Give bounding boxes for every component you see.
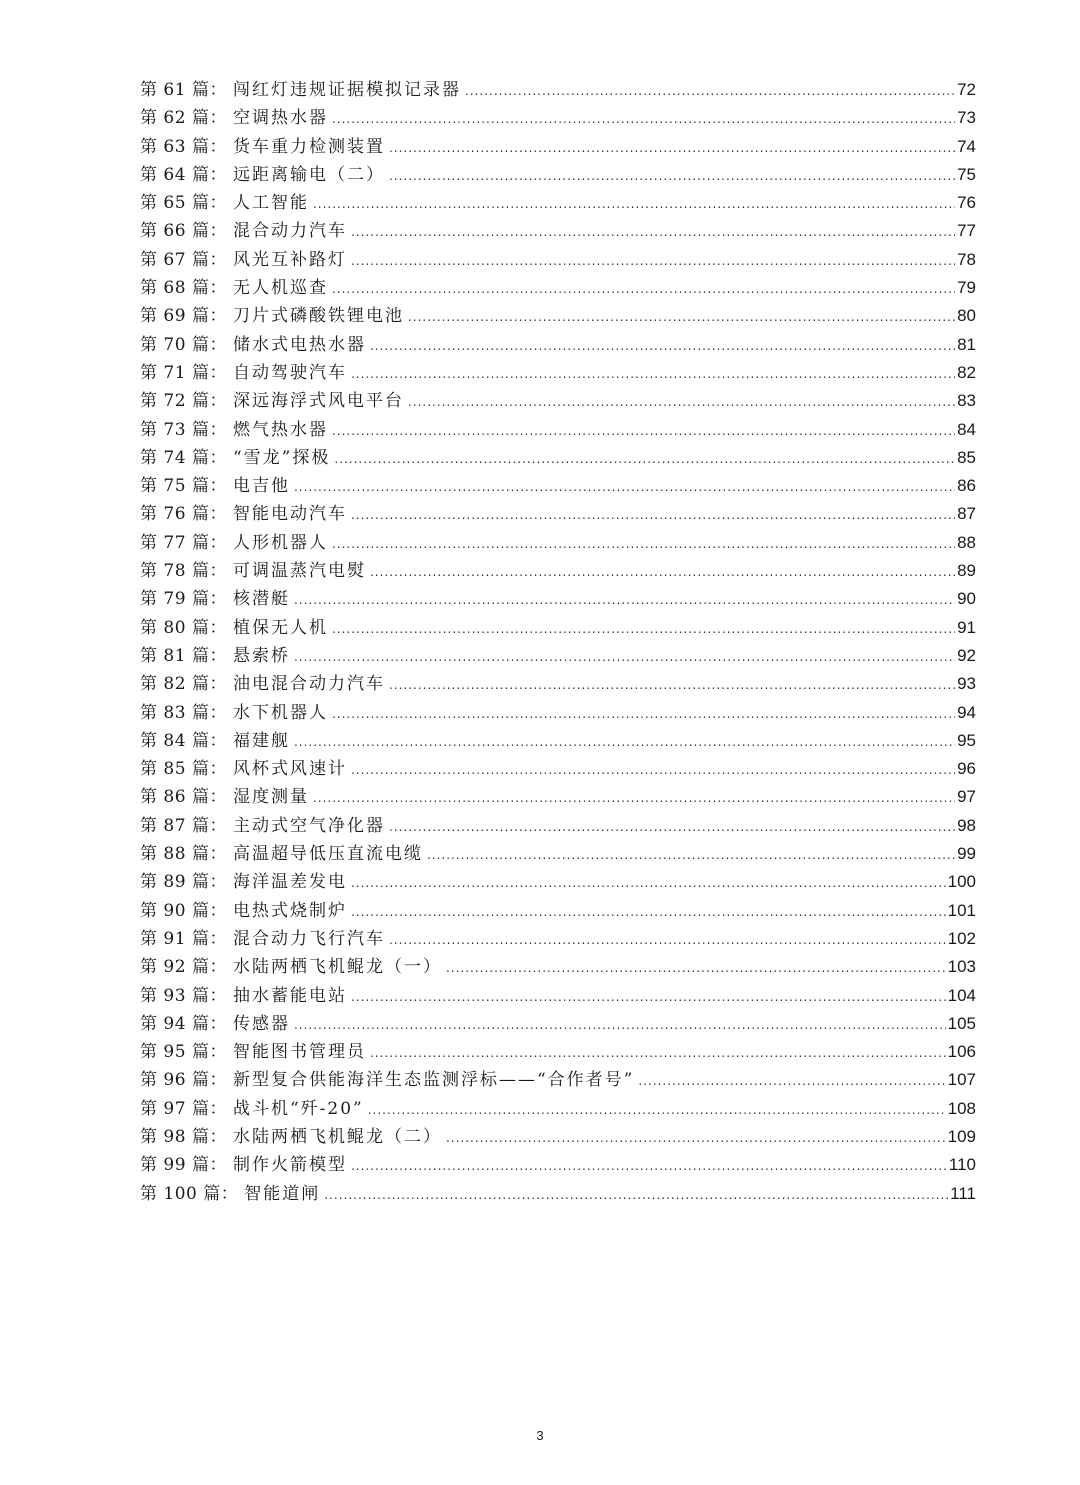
toc-entry-number: 第 64 篇： — [140, 164, 227, 185]
toc-entry-page: 81 — [957, 334, 976, 354]
toc-entry-page: 76 — [957, 193, 976, 213]
toc-entry-page: 92 — [957, 645, 976, 665]
toc-entry-page: 85 — [957, 447, 976, 467]
toc-entry-title: 人形机器人 — [232, 532, 328, 553]
dot-leader — [334, 445, 955, 473]
toc-entry[interactable] — [140, 755, 976, 783]
toc-entry-title: 风杯式风速计 — [232, 759, 347, 780]
toc-entry-number: 第 93 篇： — [140, 985, 227, 1006]
table-of-contents — [140, 76, 976, 1208]
toc-entry-page: 104 — [947, 985, 976, 1005]
dot-leader — [427, 841, 955, 869]
dot-leader — [351, 360, 955, 388]
page-number: 3 — [536, 1428, 544, 1443]
dot-leader — [332, 105, 955, 133]
toc-entry[interactable] — [140, 1180, 976, 1208]
toc-entry-title: 悬索桥 — [232, 645, 290, 666]
toc-entry-page: 100 — [947, 872, 976, 892]
toc-entry-page: 107 — [947, 1070, 976, 1090]
toc-entry-page: 95 — [957, 730, 976, 750]
toc-entry-number: 第 76 篇： — [140, 504, 227, 525]
toc-entry-page: 109 — [947, 1126, 976, 1146]
toc-entry[interactable] — [140, 76, 976, 104]
toc-entry-page: 103 — [947, 957, 976, 977]
toc-entry[interactable] — [140, 840, 976, 868]
toc-entry-number: 第 77 篇： — [140, 532, 227, 553]
toc-entry-title: 深远海浮式风电平台 — [232, 391, 404, 412]
toc-entry-number: 第 70 篇： — [140, 334, 227, 355]
toc-entry-title: 储水式电热水器 — [232, 334, 366, 355]
toc-entry-title: 高温超导低压直流电缆 — [232, 844, 423, 865]
toc-entry-page: 94 — [957, 702, 976, 722]
toc-entry[interactable] — [140, 1066, 976, 1094]
dot-leader — [332, 700, 955, 728]
toc-entry-title: 油电混合动力汽车 — [232, 674, 385, 695]
toc-entry-number: 第 94 篇： — [140, 1013, 227, 1034]
toc-entry-number: 第 88 篇： — [140, 844, 227, 865]
dot-leader — [389, 162, 955, 190]
toc-entry-number: 第 95 篇： — [140, 1042, 227, 1063]
toc-entry-number: 第 85 篇： — [140, 759, 227, 780]
toc-entry-page: 83 — [957, 391, 976, 411]
dot-leader — [351, 756, 955, 784]
toc-entry-page: 96 — [957, 759, 976, 779]
toc-entry[interactable] — [140, 331, 976, 359]
toc-entry[interactable] — [140, 161, 976, 189]
toc-entry-page: 74 — [957, 136, 976, 156]
toc-entry[interactable] — [140, 302, 976, 330]
toc-entry[interactable] — [140, 670, 976, 698]
dot-leader — [408, 388, 955, 416]
dot-leader — [351, 1152, 947, 1180]
dot-leader — [408, 303, 955, 331]
toc-entry-number: 第 92 篇： — [140, 957, 227, 978]
toc-entry[interactable] — [140, 189, 976, 217]
toc-entry-page: 91 — [957, 617, 976, 637]
toc-entry-number: 第 87 篇： — [140, 815, 227, 836]
toc-entry-title: 制作火箭模型 — [232, 1155, 347, 1176]
toc-entry-title: 智能图书管理员 — [232, 1042, 366, 1063]
toc-entry-number: 第 90 篇： — [140, 900, 227, 921]
toc-entry[interactable] — [140, 359, 976, 387]
toc-entry[interactable] — [140, 1151, 976, 1179]
toc-entry-title: 空调热水器 — [232, 108, 328, 129]
toc-entry-page: 89 — [957, 561, 976, 581]
dot-leader — [351, 898, 946, 926]
toc-entry[interactable] — [140, 783, 976, 811]
toc-entry-number: 第 73 篇： — [140, 419, 227, 440]
toc-entry-page: 106 — [947, 1042, 976, 1062]
toc-entry-title: 货车重力检测装置 — [232, 136, 385, 157]
toc-entry-number: 第 61 篇： — [140, 80, 227, 100]
dot-leader — [332, 615, 955, 643]
dot-leader — [294, 1011, 946, 1039]
toc-entry-page: 82 — [957, 362, 976, 382]
toc-entry-title: “雪龙”探极 — [232, 447, 331, 468]
toc-entry-number: 第 65 篇： — [140, 193, 227, 214]
toc-entry-number: 第 66 篇： — [140, 221, 227, 242]
toc-entry-title: 混合动力汽车 — [232, 221, 347, 242]
toc-entry[interactable] — [140, 557, 976, 585]
toc-entry[interactable] — [140, 529, 976, 557]
toc-entry-title: 风光互补路灯 — [232, 249, 347, 270]
toc-entry[interactable] — [140, 699, 976, 727]
toc-entry-number: 第 74 篇： — [140, 447, 227, 468]
toc-entry[interactable] — [140, 133, 976, 161]
toc-entry[interactable] — [140, 246, 976, 274]
toc-entry-title: 水下机器人 — [232, 702, 328, 723]
toc-entry-title: 抽水蓄能电站 — [232, 985, 347, 1006]
dot-leader — [370, 558, 955, 586]
dot-leader — [294, 728, 955, 756]
toc-entry-title: 海洋温差发电 — [232, 872, 347, 893]
toc-entry-page: 79 — [957, 278, 976, 298]
toc-entry-page: 78 — [957, 249, 976, 269]
toc-entry-page: 111 — [950, 1183, 976, 1203]
toc-entry-number: 第 78 篇： — [140, 561, 227, 582]
toc-entry-title: 电热式烧制炉 — [232, 900, 347, 921]
toc-entry-number: 第 71 篇： — [140, 362, 227, 383]
toc-entry-number: 第 72 篇： — [140, 391, 227, 412]
toc-entry-page: 75 — [957, 164, 976, 184]
dot-leader — [294, 586, 955, 614]
toc-entry[interactable] — [140, 868, 976, 896]
toc-entry-number: 第 86 篇： — [140, 787, 227, 808]
toc-entry-page: 88 — [957, 532, 976, 552]
toc-entry-page: 102 — [947, 928, 976, 948]
toc-entry-number: 第 97 篇： — [140, 1098, 227, 1119]
toc-entry[interactable] — [140, 585, 976, 613]
dot-leader — [389, 813, 955, 841]
toc-entry-page: 105 — [947, 1013, 976, 1033]
toc-entry-title: 湿度测量 — [232, 787, 309, 808]
toc-entry-page: 72 — [957, 80, 976, 99]
toc-entry-title: 无人机巡查 — [232, 278, 328, 299]
toc-entry-title: 福建舰 — [232, 730, 290, 751]
toc-entry[interactable] — [140, 1010, 976, 1038]
dot-leader — [294, 643, 955, 671]
toc-entry-title: 传感器 — [232, 1013, 290, 1034]
toc-entry-title: 新型复合供能海洋生态监测浮标——“合作者号” — [232, 1070, 635, 1091]
toc-entry-number: 第 68 篇： — [140, 278, 227, 299]
toc-entry-title: 混合动力飞行汽车 — [232, 928, 385, 949]
toc-entry[interactable] — [140, 387, 976, 415]
toc-entry-number: 第 63 篇： — [140, 136, 227, 157]
toc-entry-title: 燃气热水器 — [232, 419, 328, 440]
toc-entry-page: 90 — [957, 589, 976, 609]
dot-leader — [332, 275, 955, 303]
toc-entry-title: 刀片式磷酸铁锂电池 — [232, 306, 404, 327]
toc-entry[interactable] — [140, 444, 976, 472]
dot-leader — [313, 190, 955, 218]
toc-entry[interactable] — [140, 500, 976, 528]
dot-leader — [370, 332, 955, 360]
toc-entry-title: 水陆两栖飞机鲲龙（二） — [232, 1126, 442, 1147]
toc-entry-number: 第 99 篇： — [140, 1155, 227, 1176]
toc-entry[interactable] — [140, 1095, 976, 1123]
toc-entry[interactable] — [140, 1038, 976, 1066]
dot-leader — [638, 1067, 945, 1095]
toc-entry[interactable] — [140, 1123, 976, 1151]
toc-entry-page: 99 — [957, 844, 976, 864]
toc-entry-title: 闯红灯违规证据模拟记录器 — [232, 80, 461, 100]
toc-entry-number: 第 98 篇： — [140, 1126, 227, 1147]
toc-entry-number: 第 80 篇： — [140, 617, 227, 638]
toc-entry-title: 自动驾驶汽车 — [232, 362, 347, 383]
dot-leader — [370, 1039, 946, 1067]
dot-leader — [294, 473, 955, 501]
toc-entry-number: 第 75 篇： — [140, 476, 227, 497]
toc-entry[interactable] — [140, 104, 976, 132]
toc-entry-page: 86 — [957, 476, 976, 496]
toc-entry-number: 第 100 篇： — [140, 1183, 239, 1204]
toc-entry[interactable] — [140, 982, 976, 1010]
toc-entry[interactable] — [140, 472, 976, 500]
toc-entry-title: 水陆两栖飞机鲲龙（一） — [232, 957, 442, 978]
toc-entry-number: 第 81 篇： — [140, 645, 227, 666]
toc-entry-page: 73 — [957, 108, 976, 128]
toc-entry[interactable] — [140, 614, 976, 642]
toc-entry-title: 人工智能 — [232, 193, 309, 214]
toc-entry-title: 战斗机“歼-20” — [232, 1098, 364, 1119]
toc-entry-title: 电吉他 — [232, 476, 290, 497]
toc-entry[interactable] — [140, 217, 976, 245]
toc-entry-page: 80 — [957, 306, 976, 326]
dot-leader — [351, 983, 946, 1011]
toc-entry-title: 主动式空气净化器 — [232, 815, 385, 836]
dot-leader — [313, 784, 955, 812]
dot-leader — [351, 501, 955, 529]
toc-entry-number: 第 91 篇： — [140, 928, 227, 949]
toc-entry-page: 84 — [957, 419, 976, 439]
toc-entry[interactable] — [140, 274, 976, 302]
toc-entry-number: 第 69 篇： — [140, 306, 227, 327]
dot-leader — [351, 869, 946, 897]
dot-leader — [389, 671, 955, 699]
dot-leader — [368, 1096, 946, 1124]
dot-leader — [446, 1124, 946, 1152]
toc-entry-page: 110 — [948, 1155, 976, 1175]
toc-entry-number: 第 67 篇： — [140, 249, 227, 270]
dot-leader — [324, 1181, 948, 1209]
dot-leader — [332, 417, 955, 445]
toc-entry[interactable] — [140, 812, 976, 840]
toc-entry-title: 远距离输电（二） — [232, 164, 385, 185]
toc-entry-number: 第 96 篇： — [140, 1070, 227, 1091]
toc-entry-title: 智能道闸 — [244, 1183, 321, 1204]
toc-entry-number: 第 62 篇： — [140, 108, 227, 129]
toc-entry[interactable] — [140, 897, 976, 925]
toc-entry[interactable] — [140, 953, 976, 981]
toc-entry-page: 108 — [947, 1098, 976, 1118]
dot-leader — [389, 134, 955, 162]
toc-entry-title: 核潜艇 — [232, 589, 290, 610]
dot-leader — [446, 954, 946, 982]
toc-entry-page: 97 — [957, 787, 976, 807]
toc-entry-number: 第 79 篇： — [140, 589, 227, 610]
dot-leader — [332, 530, 955, 558]
toc-entry[interactable] — [140, 416, 976, 444]
dot-leader — [351, 218, 955, 246]
toc-entry-number: 第 82 篇： — [140, 674, 227, 695]
toc-entry-number: 第 83 篇： — [140, 702, 227, 723]
toc-entry[interactable] — [140, 925, 976, 953]
toc-entry-number: 第 89 篇： — [140, 872, 227, 893]
toc-entry-page: 93 — [957, 674, 976, 694]
dot-leader — [465, 77, 955, 105]
toc-entry[interactable] — [140, 727, 976, 755]
toc-entry-title: 植保无人机 — [232, 617, 328, 638]
dot-leader — [351, 247, 955, 275]
toc-entry-page: 87 — [957, 504, 976, 524]
toc-entry-title: 智能电动汽车 — [232, 504, 347, 525]
toc-entry-page: 101 — [947, 900, 976, 920]
toc-entry[interactable] — [140, 642, 976, 670]
dot-leader — [389, 926, 946, 954]
toc-entry-title: 可调温蒸汽电熨 — [232, 561, 366, 582]
toc-entry-page: 77 — [957, 221, 976, 241]
toc-entry-page: 98 — [957, 815, 976, 835]
toc-entry-number: 第 84 篇： — [140, 730, 227, 751]
